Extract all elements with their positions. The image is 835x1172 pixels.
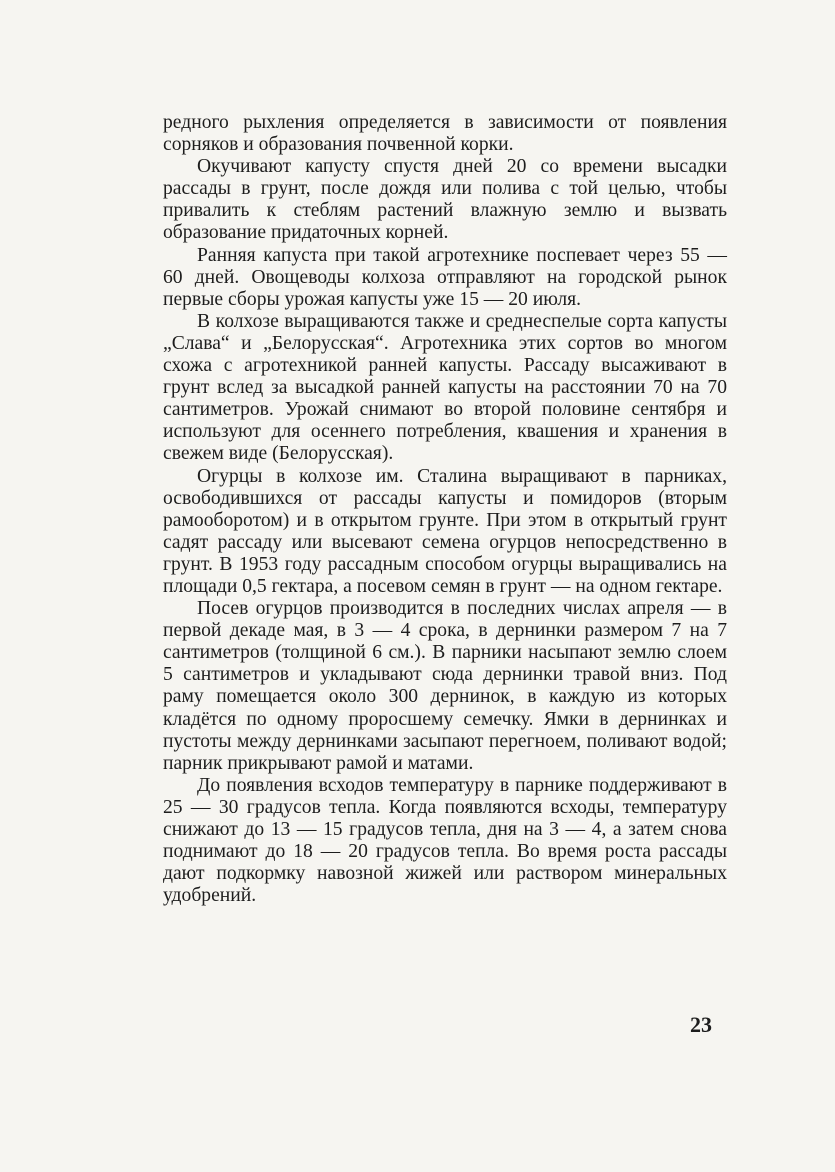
paragraph-6: Посев огурцов производится в последних числах апреля — в первой декаде мая, в 3 — 4 срока, в дернинки размером 7 на 7 сантиметров (толщиной 6 см.). В парники насыпают землю слоем 5 сантиметров и укладывают сюда дернинки травой вниз. Под раму помещается около 300 дернинок, в каждую из которых кладётся по одному проросшему семечку. Ямки в дернинках и пустоты между дернинками засыпают перегноем, поливают водой; парник прикрывают рамой и матами. xyxy=(163,598,727,774)
paragraph-3: Ранняя капуста при такой агротехнике поспевает через 55 — 60 дней. Овощеводы колхоза отправляют на городской рынок первые сборы урожая капусты уже 15 — 20 июля. xyxy=(163,244,727,310)
page-number: 23 xyxy=(690,1012,712,1037)
paragraph-7: До появления всходов температуру в парнике поддерживают в 25 — 30 градусов тепла. Когда появляются всходы, температуру снижают до 13 — 15 градусов тепла, дня на 3 — 4, а затем снова поднимают до 18 — 20 градусов тепла. Во время роста рассады дают подкормку навозной жижей или раствором минеральных удобрений. xyxy=(163,774,727,907)
paragraph-5: Огурцы в колхозе им. Сталина выращивают в парниках, освободившихся от рассады капусты и помидоров (вторым рамооборотом) и в открытом грунте. При этом в открытый грунт садят рассаду или высевают семена огурцов непосредственно в грунт. В 1953 году рассадным способом огурцы выращивались на площади 0,5 гектара, а посевом семян в грунт — на одном гектаре. xyxy=(163,465,727,597)
paragraph-4: В колхозе выращиваются также и среднеспелые сорта капусты „Слава“ и „Белорусская“. Агротехника этих сортов во многом схожа с агротехникой ранней капусты. Рассаду высаживают в грунт вслед за высадкой ранней капусты на расстоянии 70 на 70 сантиметров. Урожай снимают во второй половине сентября и используют для осеннего потребления, квашения и хранения в свежем виде (Белорусская). xyxy=(163,310,727,465)
paragraph-2: Окучивают капусту спустя дней 20 со времени высадки рассады в грунт, после дождя или полива с той целью, чтобы привалить к стеблям растений влажную землю и вызвать образование придаточных корней. xyxy=(163,156,727,244)
body-text xyxy=(163,112,727,907)
paragraph-1: редного рыхления определяется в зависимости от появления сорняков и образования почвенной корки. xyxy=(163,112,727,156)
